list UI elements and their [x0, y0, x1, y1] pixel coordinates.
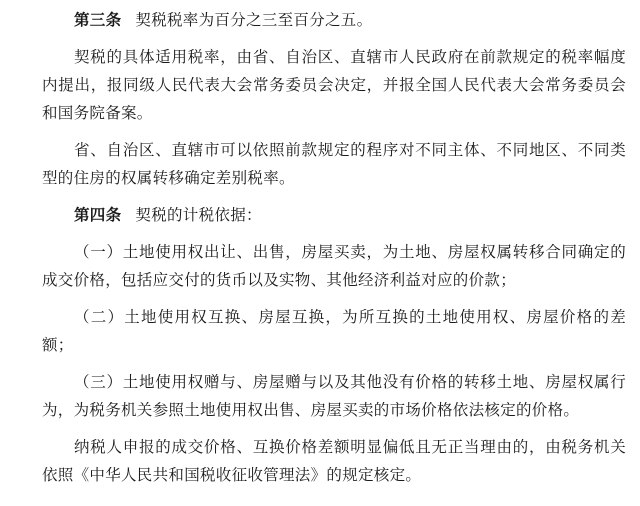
article-3-heading — [42, 6, 626, 34]
article-3-paragraph-2: 省、自治区、直辖市可以依照前款规定的程序对不同主体、不同地区、不同类型的住房的权属转移确定差别税率。 — [42, 141, 626, 187]
article-3-number: 第三条 — [74, 10, 122, 29]
article-4-item-3: （三）土地使用权赠与、房屋赠与以及其他没有价格的转移土地、房屋权属行为，为税务机关参照土地使用权出售、房屋买卖的市场价格依法核定的价格。 — [42, 373, 626, 419]
article-4-text: 契税的计税依据： — [135, 206, 262, 224]
article-3-text: 契税税率为百分之三至百分之五。 — [135, 11, 373, 29]
article-4-heading — [42, 201, 626, 229]
article-4-number: 第四条 — [74, 205, 122, 224]
article-4-item-1: （一）土地使用权出让、出售，房屋买卖，为土地、房屋权属转移合同确定的成交价格，包括应交付的货币以及实物、其他经济利益对应的价款； — [42, 243, 626, 289]
article-3-paragraph-1: 契税的具体适用税率，由省、自治区、直辖市人民政府在前款规定的税率幅度内提出，报同级人民代表大会常务委员会决定，并报全国人民代表大会常务委员会和国务院备案。 — [42, 48, 626, 122]
article-4-closing: 纳税人申报的成交价格、互换价格差额明显偏低且无正当理由的，由税务机关依照《中华人民共和国税收征收管理法》的规定核定。 — [42, 438, 626, 484]
article-4-item-2: （二）土地使用权互换、房屋互换，为所互换的土地使用权、房屋价格的差额； — [42, 308, 626, 354]
